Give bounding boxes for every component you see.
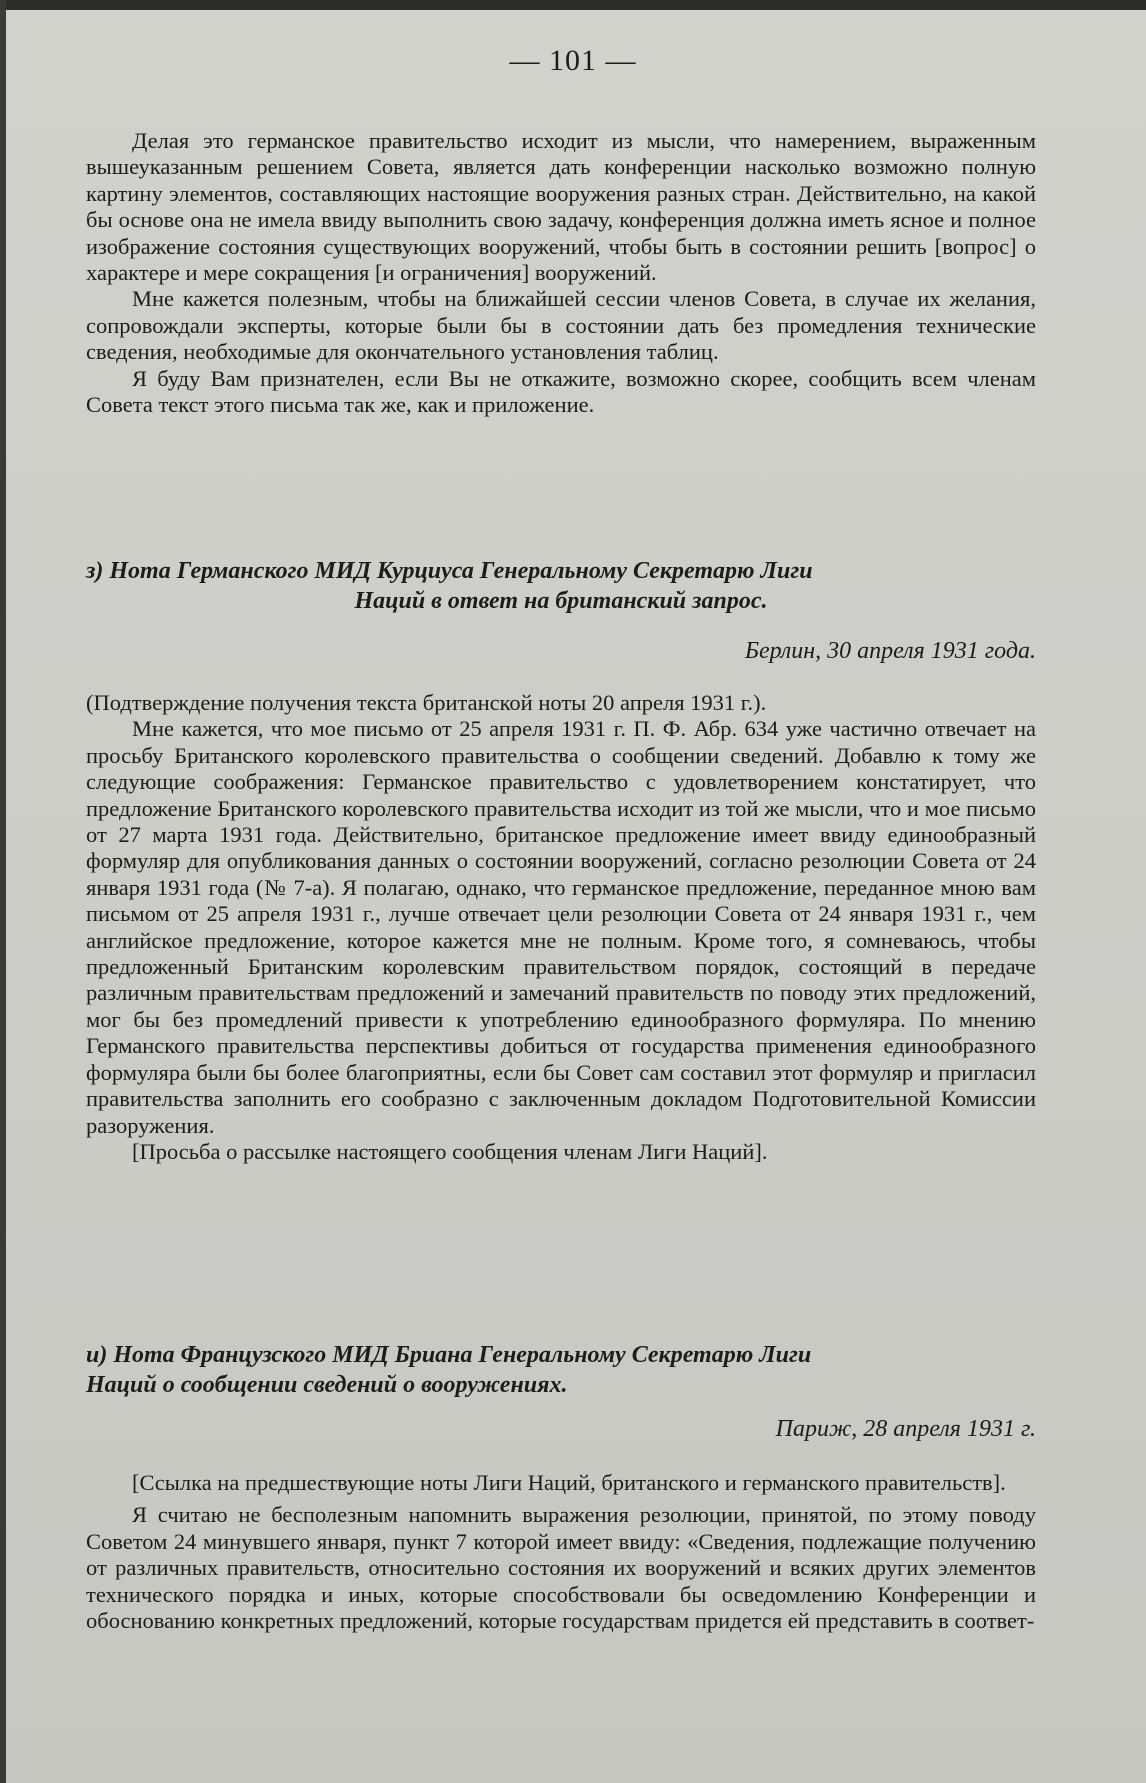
letter-continuation — [86, 128, 1036, 418]
paragraph: Я считаю не бесполезным напомнить выражения резолюции, принятой, по этому поводу Советом 24 минувшего января, пункт 7 которой имеет ввиду: «Сведения, подлежащие получению от различных правительств, относительно состояния их вооружений и всяких других элементов технического порядка и иных, которые способствовали бы осведомлению Конференции и обоснованию конкретных предложений, которые государствам придется ей представить в соответ- — [86, 1502, 1036, 1634]
page-number: — 101 — — [509, 44, 637, 77]
section-heading: Наций в ответ на британский запрос. — [354, 588, 768, 614]
section-heading: з) Нота Германского МИД Курциуса Генеральному Секретарю Лиги — [86, 558, 813, 584]
place-date: Париж, 28 апреля 1931 г. — [775, 1416, 1036, 1442]
section-i-heading — [86, 1340, 1036, 1400]
paragraph: Я буду Вам признателен, если Вы не откажите, возможно скорее, сообщить всем членам Совета текст этого письма так же, как и приложение. — [86, 365, 1036, 418]
section-z-body — [86, 690, 1036, 1165]
section-i-place-date — [86, 1414, 1036, 1444]
paragraph: Мне кажется полезным, чтобы на ближайшей сессии членов Совета, в случае их желания, сопровождали эксперты, которые были бы в состоянии дать без промедления технические сведения, необходимые для окончательного установления таблиц. — [86, 286, 1036, 365]
paragraph: [Просьба о рассылке настоящего сообщения членам Лиги Наций]. — [132, 1138, 768, 1164]
paragraph: [Ссылка на предшествующие ноты Лиги Наций, британского и германского правительств]. — [132, 1470, 1006, 1495]
section-heading: Наций о сообщении сведений о вооружениях. — [86, 1372, 568, 1398]
paragraph: Делая это германское правительство исходит из мысли, что намерением, выраженным вышеуказанным решением Совета, является дать конференции насколько возможно полную картину элементов, составляющих настоящие вооружения разных стран. Действительно, на какой бы основе она не имела ввиду выполнить свою задачу, конференция должна иметь ясное и полное изображение состояния существующих вооружений, чтобы быть в состоянии решить [вопрос] о характере и мере сокращения [и ограничения] вооружений. — [86, 128, 1036, 286]
section-heading: и) Нота Французского МИД Бриана Генеральному Секретарю Лиги — [86, 1342, 812, 1368]
section-z-place-date — [86, 636, 1036, 666]
scan-left-edge — [0, 0, 6, 1783]
section-z-heading — [86, 556, 1036, 616]
paragraph: Мне кажется, что мое письмо от 25 апреля 1931 г. П. Ф. Абр. 634 уже частично отвечает на просьбу Британского королевского правительства о сообщении сведений. Добавлю к тому же следующие соображения: Германское правительство с удовлетворением констатирует, что предложение Британского королевского правительства исходит из той же мысли, что и мое письмо от 27 марта 1931 года. Действительно, британское предложение имеет ввиду единообразный формуляр для опубликования данных о состоянии вооружений, согласно резолюции Совета от 24 января 1931 года (№ 7-а). Я полагаю, однако, что германское предложение, переданное мною вам письмом от 25 апреля 1931 г., лучше отвечает цели резолюции Совета от 24 января 1931 г., чем английское предложение, которое кажется мне не полным. Кроме того, я сомневаюсь, чтобы предложенный Британским королевским правительством порядок, состоящий в передаче различным правительствам предложений и замечаний правительств по поводу этих предложений, мог бы без промедлений привести к употреблению единообразного формуляра. По мнению Германского правительства перспективы добиться от государства применения единообразного формуляра были бы более благоприятны, если бы Совет сам составил этот формуляр и пригласил правительства заполнить его сообразно с заключенным докладом Подготовительной Комиссии разоружения. — [86, 716, 1036, 1138]
section-i-body — [86, 1470, 1036, 1634]
scan-top-edge — [0, 0, 1146, 10]
place-date: Берлин, 30 апреля 1931 года. — [744, 638, 1036, 664]
paragraph: (Подтверждение получения текста британской ноты 20 апреля 1931 г.). — [86, 690, 767, 715]
